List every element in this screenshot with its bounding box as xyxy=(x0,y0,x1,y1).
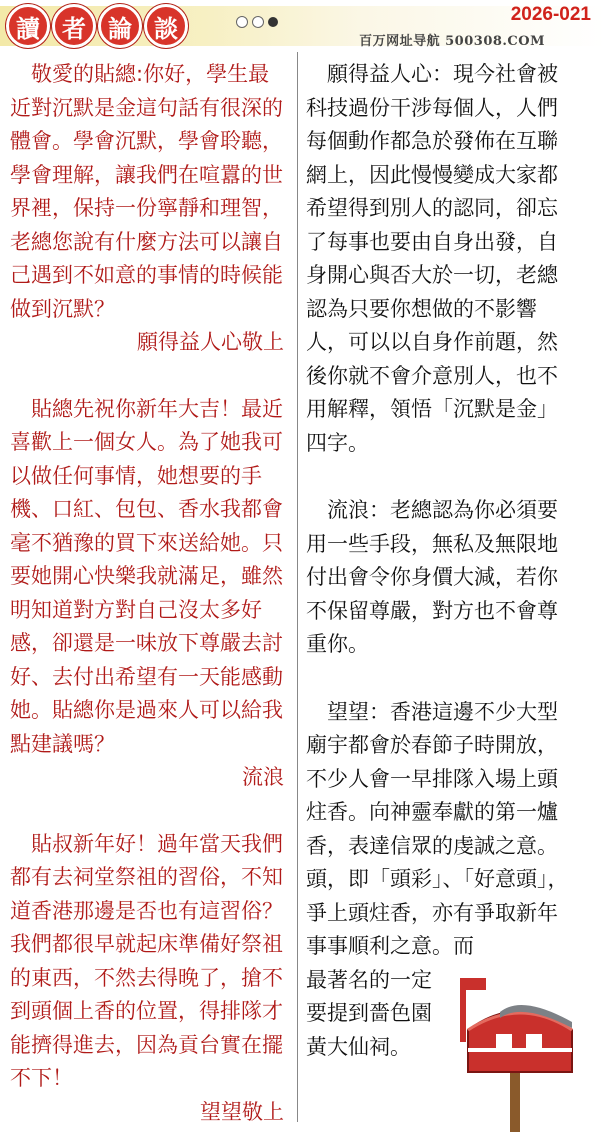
title-char: 論 xyxy=(98,4,142,48)
letter-text: 敬愛的貼總:你好，學生最近對沉默是金這句話有很深的體會。學會沉默，學會聆聽，學會理解，讓我們在喧囂的世界裡，保持一份寧靜和理智，老總您說有什麼方法可以讓自己遇到不如意的事情的時候能做到沉默？ xyxy=(10,62,283,321)
decorative-dots xyxy=(236,16,278,28)
title-char: 談 xyxy=(144,4,188,48)
title-char: 讀 xyxy=(6,4,50,48)
circle-icon xyxy=(236,16,248,28)
circle-icon xyxy=(252,16,264,28)
mailbox-icon xyxy=(440,972,590,1132)
letter-body xyxy=(10,58,286,326)
column-title xyxy=(6,4,188,48)
title-char: 者 xyxy=(52,4,96,48)
letter-signature: 望望敬上 xyxy=(200,1099,284,1124)
letter-text: 貼總先祝你新年大吉！最近喜歡上一個女人。為了她我可以做任何事情，她想要的手機、口紅、包包、香水我都會毫不猶豫的買下來送給她。只要她開心快樂我就滿足，雖然 明知道對方對自己沒太多好感，卻還是一味放下尊嚴去討好、去付出希望有一天能感動她。貼總你是過來人可以給我點建議嗎？ xyxy=(10,396,283,756)
letter-body xyxy=(10,828,286,1096)
reply-body xyxy=(306,494,578,662)
letter-text: 貼叔新年好！過年當天我們都有去祠堂祭祖的習俗，不知道香港那邊是否也有這習俗？我們都很早就起床準備好祭祖的東西，不然去得晚了，搶不到頭個上香的位置，得排隊才能擠得進去，因為貢台實在擺不下！ xyxy=(10,831,283,1090)
letter-body xyxy=(10,393,286,762)
letter-signature: 願得益人心敬上 xyxy=(137,330,284,354)
filled-circle-icon xyxy=(268,17,278,27)
column-divider xyxy=(297,52,298,1122)
reply-text: 流浪：老總認為你必須要用一些手段，無私及無限地付出會令你身價大減，若你不保留尊嚴，對方也不會尊重你。 xyxy=(306,498,558,656)
site-url[interactable]: 百万网址导航 500308.COM xyxy=(359,34,545,49)
reply-tail: 最著名的一定要提到嗇色園黃大仙祠。 xyxy=(306,967,432,1059)
page-header xyxy=(0,0,605,50)
reply-text: 望望：香港這邊不少大型廟宇都會於春節子時開放，不少人會一早排隊入場上頭炷香。向神靈奉獻的第一爐香，表達信眾的虔誠之意。頭，即「頭彩」、「好意頭」，爭上頭炷香，亦有爭取新年事事順利之意。而 xyxy=(306,699,569,958)
issue-number: 2026-021 xyxy=(510,4,591,25)
replies-column xyxy=(306,58,578,1064)
letter-signature: 流浪 xyxy=(242,765,284,789)
reply-body xyxy=(306,58,578,460)
reply-body xyxy=(306,696,578,964)
letters-column xyxy=(10,58,286,1129)
reply-text: 願得益人心：現今社會被科技過份干涉每個人，人們每個動作都急於發佈在互聯網上，因此慢慢變成大家都希望得到別人的認同，卻忘了每事也要由自身出發，自身開心與否大於一切，老總認為只要你想做的不影響人，可以以自身作前題，然後你就不會介意別人，也不用解釋，領悟「沉默是金」四字。 xyxy=(306,62,558,455)
